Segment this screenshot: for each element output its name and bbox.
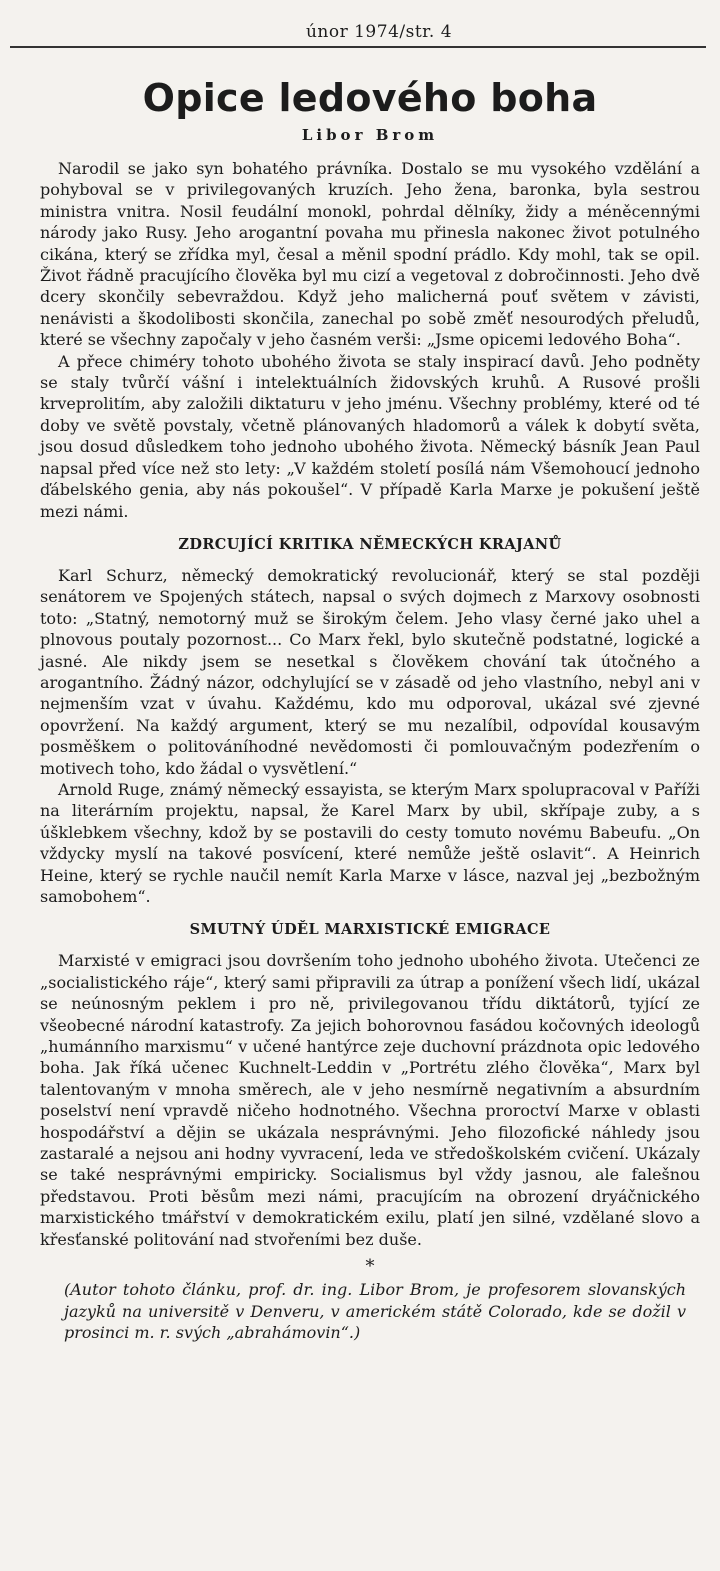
section-heading: ZDRCUJÍCÍ KRITIKA NĚMECKÝCH KRAJANŮ (178, 535, 562, 553)
page-header: únor 1974/str. 4 (305, 22, 453, 42)
header-rule (10, 46, 706, 48)
paragraph: A přece chiméry tohoto ubohého života se staly inspirací davů. Jeho podněty se staly tvůrčí vášní i intelektuálních židovských kruhů. A Rusové prošli krveprolitím, aby založili diktaturu v jeho jménu. Všechny problémy, které od té doby ve světě povstaly, včetně plánovaných hladomorů a válek k dobytí světa, jsou dosud důsledkem toho jednoho ubohého života. Německý básník Jean Paul napsal před více než sto lety: „V každém století posílá nám Všemohoucí jednoho ďábelského genia, aby nás pokoušel“. V případě Karla Marxe je pokušení ještě mezi námi. (40, 351, 700, 521)
paragraph: Arnold Ruge, známý německý essayista, se kterým Marx spolupracoval v Paříži na literárním projektu, napsal, že Karel Marx by ubil, skřípaje zuby, a s úšklebkem všechny, kdož by se postavili do cesty tomuto novému Babeufu. „On vždycky myslí na takové posvícení, které nemůže ještě oslavit“. A Heinrich Heine, který se rychle naučil nemít Karla Marxe v lásce, nazval jej „bezbožným samobohem“. (40, 779, 700, 906)
paragraph: Karl Schurz, německý demokratický revolucionář, který se stal později senátorem ve Spojených státech, napsal o svých dojmech z Marxovy osobnosti toto: „Statný, nemotorný muž se širokým čelem. Jeho vlasy černé jako uhel a plnovous poutaly pozornost... Co Marx řekl, bylo skutečně podstatné, logické a jasné. Ale nikdy jsem se nesetkal s člověkem chování tak útočného a arogantního. Žádný názor, odchylující se v zásadě od jeho vlastního, nebyl ani v nejmenším vzat v úvahu. Každému, kdo mu odporoval, ukázal své zjevné opovržení. Na každý argument, který se mu nezalíbil, odpovídal kousavým posměškem o politováníhodné nevědomosti či pomlouvačným podezřením o motivech toho, kdo žádal o vysvětlení.“ (40, 565, 700, 778)
article-author: Libor Brom (301, 126, 439, 144)
paragraph: Marxisté v emigraci jsou dovršením toho jednoho ubohého života. Utečenci ze „socialistického ráje“, který sami připravili za útrap a ponížení všech lidí, ukázal se neúnosným peklem i pro ně, privilegovanou třídu diktátorů, tyjící ze všeobecné národní katastrofy. Za jejich bohorovnou fasádou kočovných ideologů „humánního marxismu“ v učené hantýrce zeje duchovní prázdnota opic ledového boha. Jak říká učenec Kuchnelt-Leddin v „Portrétu zlého člověka“, Marx byl talentovaným v mnoha směrech, ale v jeho nesmírně negativním a absurdním poselství není vpravdě ničeho hodnotného. Všechna proroctví Marxe v oblasti hospodářství a dějin se ukázala nesprávnými. Jeho filozofické náhledy jsou zastaralé a nejsou ani hodny vyvracení, leda ve středoškolském cvičení. Ukázaly se také nesprávnými empiricky. Socialismus byl vždy jasnou, ale falešnou představou. Proti běsům mezi námi, pracujícím na obrození dryáčnického marxistického tmářství v demokratickém exilu, platí jen silné, vzdělané slovo a křesťanské politování nad stvořeními bez duše. (40, 951, 700, 1249)
article-title: Opice ledového boha (142, 76, 598, 120)
separator-asterisk: * (365, 1256, 375, 1278)
paragraph: Narodil se jako syn bohatého právníka. Dostalo se mu vysokého vzdělání a pohyboval se v privilegovaných kruzích. Jeho žena, baronka, byla sestrou ministra vnitra. Nosil feudální monokl, pohrdal dělníky, židy a méněcennými národy jako Rusy. Jeho arogantní povaha mu přinesla nakonec život potulného cikána, který se zřídka myl, česal a měnil spodní prádlo. Kdy mohl, tak se opil. Život řádně pracujícího člověka byl mu cizí a vegetoval z dobročinnosti. Jeho dvě dcery skončily sebevraždou. Když jeho malicherná pouť světem v závisti, nenávisti a škodolibosti skončila, zanechal po sobě změť nesourodých přeludů, které se všechny započaly v jeho časném verši: „Jsme opicemi ledového Boha“. (40, 159, 700, 350)
author-footnote: (Autor tohoto článku, prof. dr. ing. Libor Brom, je profesorem slovanských jazyků na universitě v Denveru, v americkém státě Colorado, kde se dožil v prosinci m. r. svých „abrahámovin“.) (64, 1280, 686, 1342)
section-heading: SMUTNÝ ÚDĚL MARXISTICKÉ EMIGRACE (189, 921, 551, 939)
